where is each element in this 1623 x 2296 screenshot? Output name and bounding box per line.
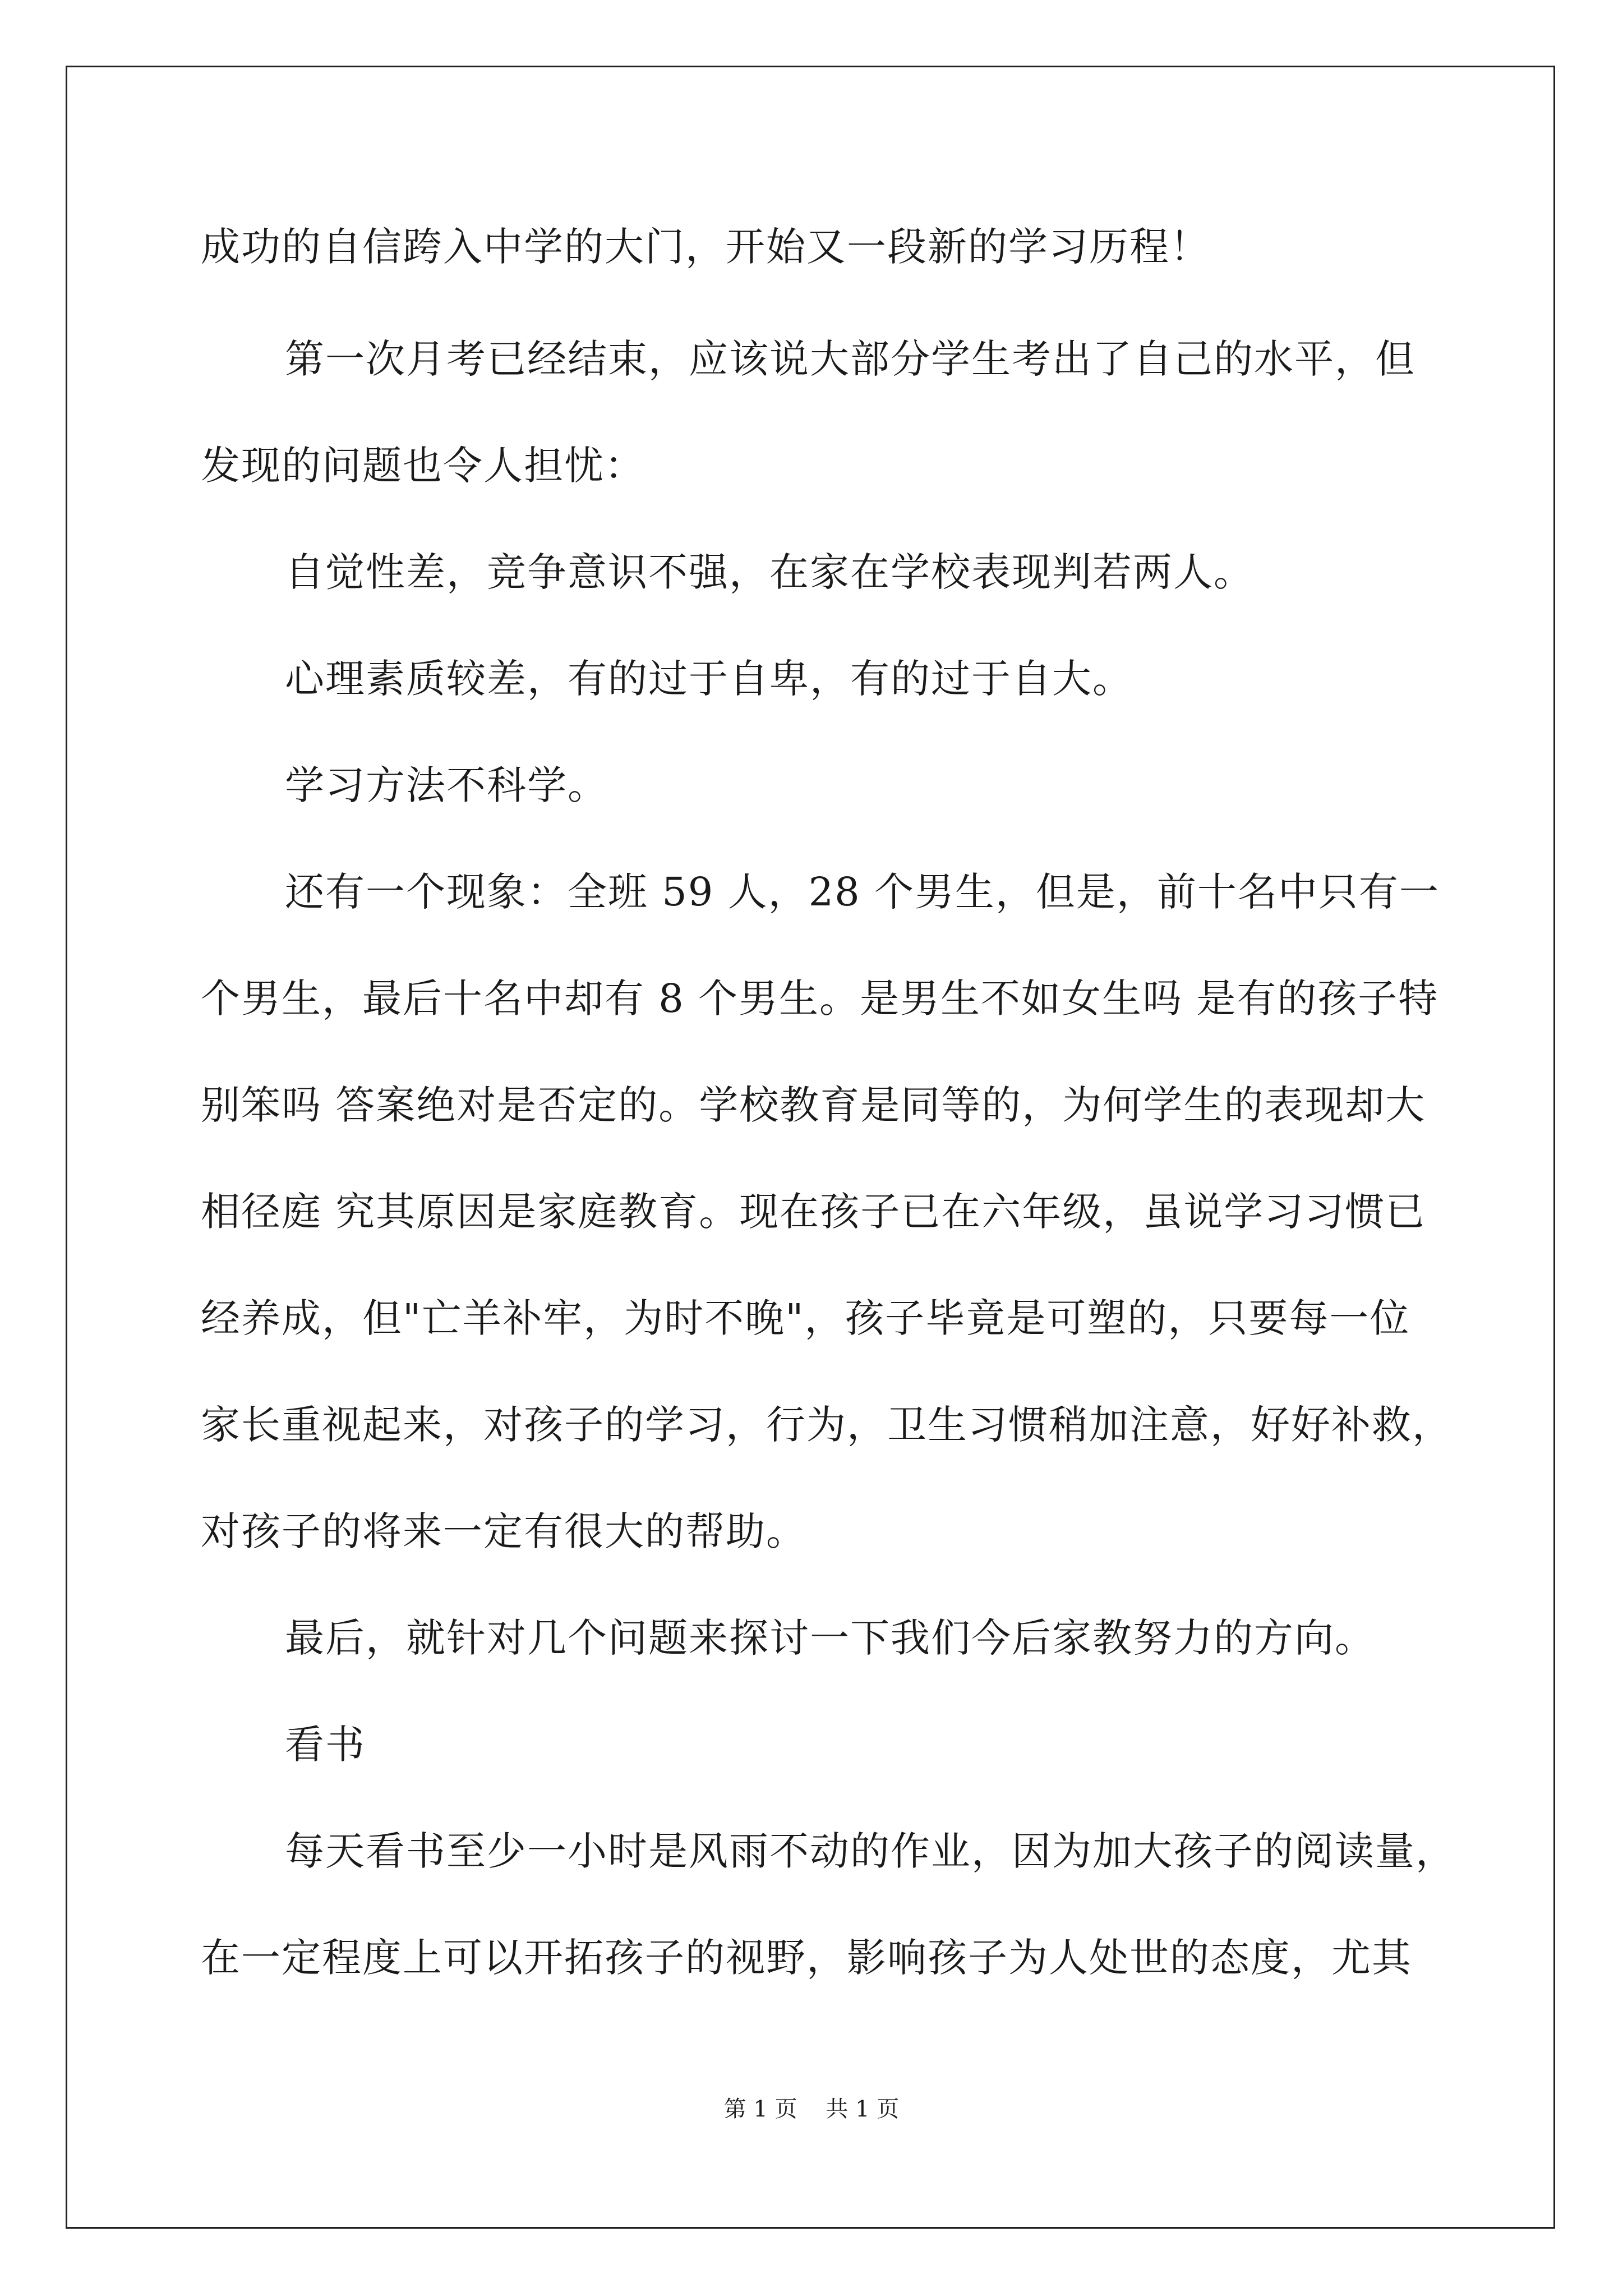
text-line: 发现的问题也令人担忧： (201, 443, 645, 489)
text-line: 经养成，但"亡羊补牢，为时不晚"，孩子毕竟是可塑的，只要每一位 (201, 1295, 1410, 1341)
page-number: 第 1 页 共 1 页 (723, 2096, 900, 2122)
text-line: 学习方法不科学。 (285, 762, 608, 808)
text-line: 别笨吗 答案绝对是否定的。学校教育是同等的，为何学生的表现却大 (201, 1082, 1426, 1128)
text-line: 最后，就针对几个问题来探讨一下我们今后家教努力的方向。 (285, 1615, 1375, 1661)
text-line: 个男生，最后十名中却有 8 个男生。是男生不如女生吗 是有的孩子特 (201, 976, 1439, 1022)
text-line: 还有一个现象：全班 59 人，28 个男生，但是，前十名中只有一 (285, 869, 1440, 915)
text-line: 对孩子的将来一定有很大的帮助。 (201, 1508, 806, 1554)
text-line: 每天看书至少一小时是风雨不动的作业，因为加大孩子的阅读量， (285, 1828, 1456, 1874)
text-line: 成功的自信跨入中学的大门，开始又一段新的学习历程！ (201, 224, 1210, 270)
page-border (66, 66, 1555, 2229)
text-line: 第一次月考已经结束，应该说大部分学生考出了自己的水平，但 (285, 336, 1415, 382)
text-line: 自觉性差，竞争意识不强，在家在学校表现判若两人。 (285, 549, 1254, 595)
text-line: 在一定程度上可以开拓孩子的视野，影响孩子为人处世的态度，尤其 (201, 1935, 1412, 1981)
section-heading: 看书 (285, 1722, 366, 1768)
text-line: 家长重视起来，对孩子的学习，行为，卫生习惯稍加注意，好好补救， (201, 1402, 1453, 1448)
text-line: 心理素质较差，有的过于自卑，有的过于自大。 (285, 656, 1133, 702)
text-line: 相径庭 究其原因是家庭教育。现在孩子已在六年级，虽说学习习惯已 (201, 1189, 1426, 1235)
